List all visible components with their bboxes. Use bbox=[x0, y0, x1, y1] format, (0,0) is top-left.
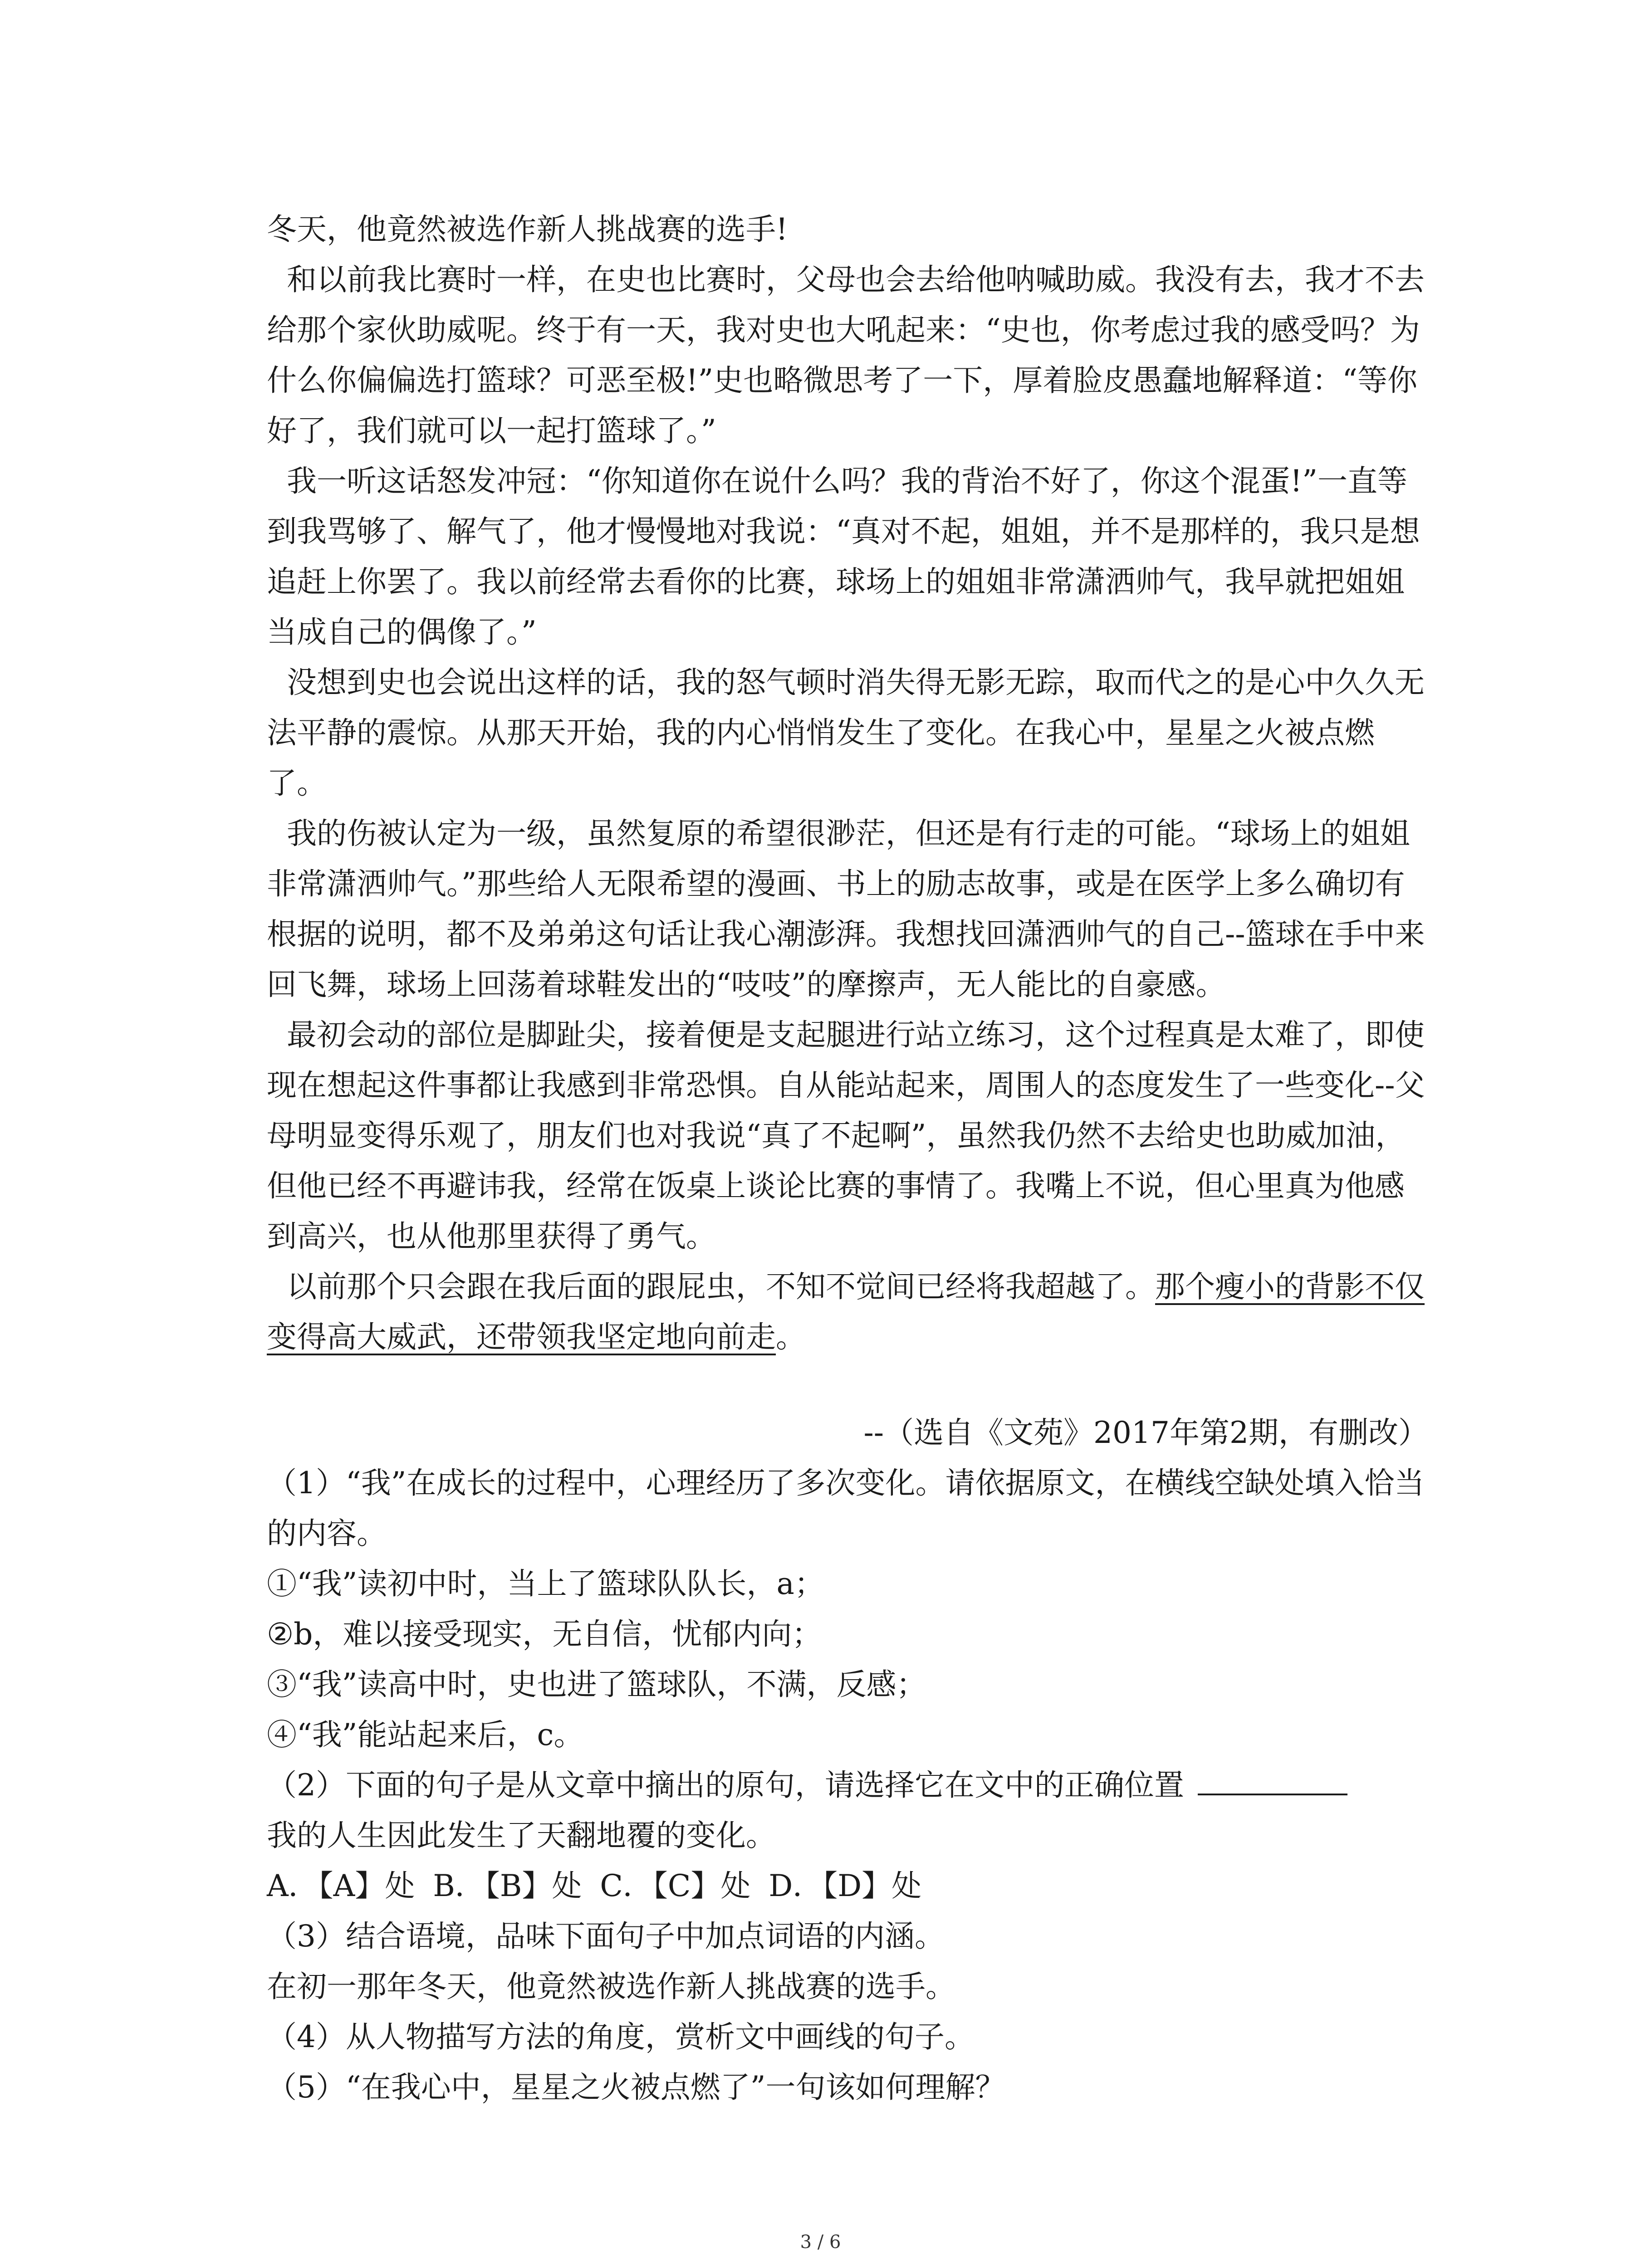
page-number: 3 / 6 bbox=[800, 2232, 841, 2253]
article-paragraph-4: 没想到史也会说出这样的话，我的怒气顿时消失得无影无踪，取而代之的是心中久久无法平静的震惊。从那天开始，我的内心悄悄发生了变化。在我心中，星星之火被点燃了。 bbox=[267, 665, 1425, 801]
question-3: （3）结合语境，品味下面句子中加点词语的内涵。 bbox=[267, 1919, 945, 1954]
question-1: （1）“我”在成长的过程中，心理经历了多次变化。请依据原文，在横线空缺处填入恰当的内容。 bbox=[267, 1466, 1425, 1551]
underlined-sentence: 那个瘦小的背影不仅变得高大威武，还带领我坚定地向前走 bbox=[267, 1269, 1425, 1354]
option-d[interactable]: D．【D】处 bbox=[769, 1868, 922, 1903]
question-1-item-3: ③“我”读高中时，史也进了篮球队，不满，反感； bbox=[267, 1667, 926, 1702]
article-paragraph-6: 最初会动的部位是脚趾尖，接着便是支起腿进行站立练习，这个过程真是太难了，即使现在想起这件事都让我感到非常恐惧。自从能站起来，周围人的态度发生了一些变化--父母明显变得乐观了，朋友们也对我说“真了不起啊”，虽然我仍然不去给史也助威加油，但他已经不再避讳我，经常在饭桌上谈论比赛的事情了。我嘴上不说，但心里真为他感到高兴，也从他那里获得了勇气。 bbox=[267, 1017, 1425, 1254]
question-2 bbox=[267, 1760, 1428, 1810]
page-content bbox=[267, 204, 1428, 2112]
question-2-text: （2）下面的句子是从文章中摘出的原句，请选择它在文中的正确位置 bbox=[267, 1768, 1184, 1803]
option-a[interactable]: A．【A】处 bbox=[267, 1868, 415, 1903]
question-3-sentence: 在初一那年冬天，他竟然被选作新人挑战赛的选手。 bbox=[267, 1969, 955, 2004]
question-2-sentence: 我的人生因此发生了天翻地覆的变化。 bbox=[267, 1818, 776, 1853]
question-1-item-2: ②b，难以接受现实，无自信，忧郁内向； bbox=[267, 1617, 822, 1652]
article-source: --（选自《文苑》2017年第2期，有删改） bbox=[863, 1415, 1428, 1450]
article-paragraph-2: 和以前我比赛时一样，在史也比赛时，父母也会去给他呐喊助威。我没有去，我才不去给那个家伙助威呢。终于有一天，我对史也大吼起来：“史也，你考虑过我的感受吗？为什么你偏偏选打篮球？可恶至极!”史也略微思考了一下，厚着脸皮愚蠢地解释道：“等你好了，我们就可以一起打篮球了。” bbox=[267, 262, 1425, 448]
question-4: （4）从人物描写方法的角度，赏析文中画线的句子。 bbox=[267, 2019, 975, 2054]
last-paragraph-text: 以前那个只会跟在我后面的跟屁虫，不知不觉间已经将我超越了。 bbox=[287, 1269, 1155, 1304]
article-paragraph-5: 我的伤被认定为一级，虽然复原的希望很渺茫，但还是有行走的可能。“球场上的姐姐非常潇洒帅气。”那些给人无限希望的漫画、书上的励志故事，或是在医学上多么确切有根据的说明，都不及弟弟这句话让我心潮澎湃。我想找回潇洒帅气的自己--篮球在手中来回飞舞，球场上回荡着球鞋发出的“吱吱”的摩擦声，无人能比的自豪感。 bbox=[267, 816, 1425, 1002]
article-paragraph-3: 我一听这话怒发冲冠：“你知道你在说什么吗？我的背治不好了，你这个混蛋!”一直等到我骂够了、解气了，他才慢慢地对我说：“真对不起，姐姐，并不是那样的，我只是想追赶上你罢了。我以前经常去看你的比赛，球场上的姐姐非常潇洒帅气，我早就把姐姐当成自己的偶像了。” bbox=[267, 464, 1420, 650]
last-paragraph-end: 。 bbox=[776, 1320, 806, 1354]
article-paragraph-1: 冬天，他竟然被选作新人挑战赛的选手! bbox=[267, 212, 788, 247]
question-1-item-4: ④“我”能站起来后，c。 bbox=[267, 1717, 584, 1752]
question-5: （5）“在我心中，星星之火被点燃了”一句该如何理解？ bbox=[267, 2070, 1005, 2105]
question-2-options bbox=[267, 1861, 1428, 1911]
option-b[interactable]: B．【B】处 bbox=[433, 1868, 582, 1903]
option-c[interactable]: C．【C】处 bbox=[600, 1868, 751, 1903]
question-1-item-1: ①“我”读初中时，当上了篮球队队长，a； bbox=[267, 1566, 824, 1601]
article-paragraph-7 bbox=[267, 1261, 1428, 1362]
answer-blank[interactable] bbox=[1198, 1766, 1347, 1795]
